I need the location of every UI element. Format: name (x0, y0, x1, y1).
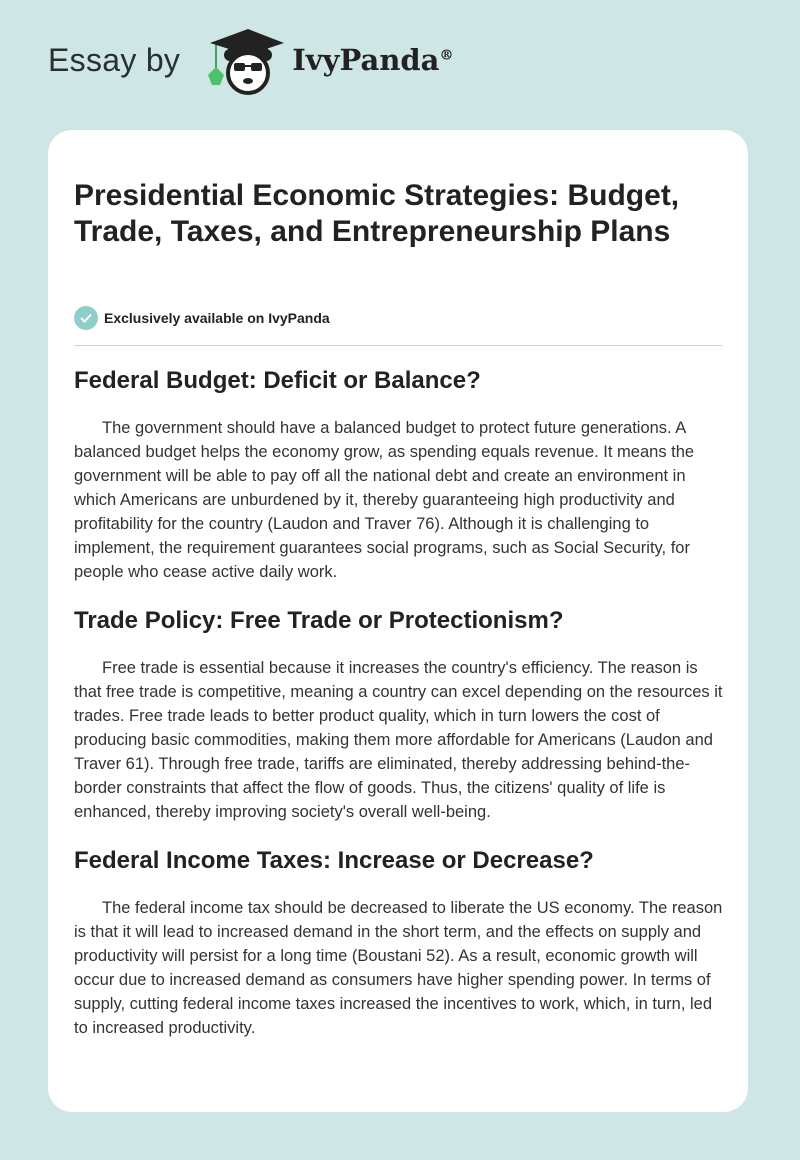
brand-name[interactable] (292, 43, 453, 77)
section-heading: Trade Policy: Free Trade or Protectionism? (74, 607, 564, 634)
exclusive-badge (74, 306, 330, 330)
check-icon (74, 306, 98, 330)
essay-card (48, 130, 748, 1112)
brand-text: IvyPanda (292, 43, 440, 77)
site-header (48, 30, 453, 90)
section-income-taxes (74, 846, 724, 1040)
essay-content (74, 366, 724, 1062)
section-paragraph: The government should have a balanced budget to protect future generations. A balanced budget helps the economy grow, as spending equals revenue. It means the government will be able to pay off all the national debt and create an environment in which Americans are unburdened by it, thereby guaranteeing high productivity and profitability for the country (Laudon and Traver 76). Although it is challenging to implement, the requirement guarantees social programs, such as Social Security, for people who cease active daily work. (74, 419, 695, 581)
section-paragraph: Free trade is essential because it increases the country's efficiency. The reason is that free trade is competitive, meaning a country can excel depending on the resources it trades. Free trade leads to better product quality, which in turn lowers the cost of producing basic commodities, making them more affordable for Americans (Laudon and Traver 61). Through free trade, tariffs are eliminated, thereby addressing behind-the-border constraints that affect the flow of goods. Thus, the citizens' quality of life is enhanced, thereby improving society's overall well-being. (74, 659, 723, 821)
essay-title: Presidential Economic Strategies: Budget, Trade, Taxes, and Entrepreneurship Plans (74, 179, 680, 248)
panda-logo-icon[interactable] (200, 25, 284, 95)
registered-mark: ® (439, 47, 454, 64)
section-trade-policy (74, 606, 724, 824)
section-federal-budget (74, 366, 724, 584)
divider (74, 345, 722, 346)
section-heading: Federal Budget: Deficit or Balance? (74, 367, 481, 394)
essay-by-label: Essay by (48, 41, 181, 78)
section-paragraph: The federal income tax should be decreased to liberate the US economy. The reason is that it will lead to increased demand in the short term, and the effects on supply and productivity will persist for a long time (Boustani 52). As a result, economic growth will occur due to increased demand as consumers have higher spending power. In terms of supply, cutting federal income taxes increased the incentives to work, which, in turn, led to increased productivity. (74, 899, 723, 1037)
badge-label: Exclusively available on IvyPanda (104, 310, 330, 326)
section-heading: Federal Income Taxes: Increase or Decrease? (74, 847, 594, 874)
